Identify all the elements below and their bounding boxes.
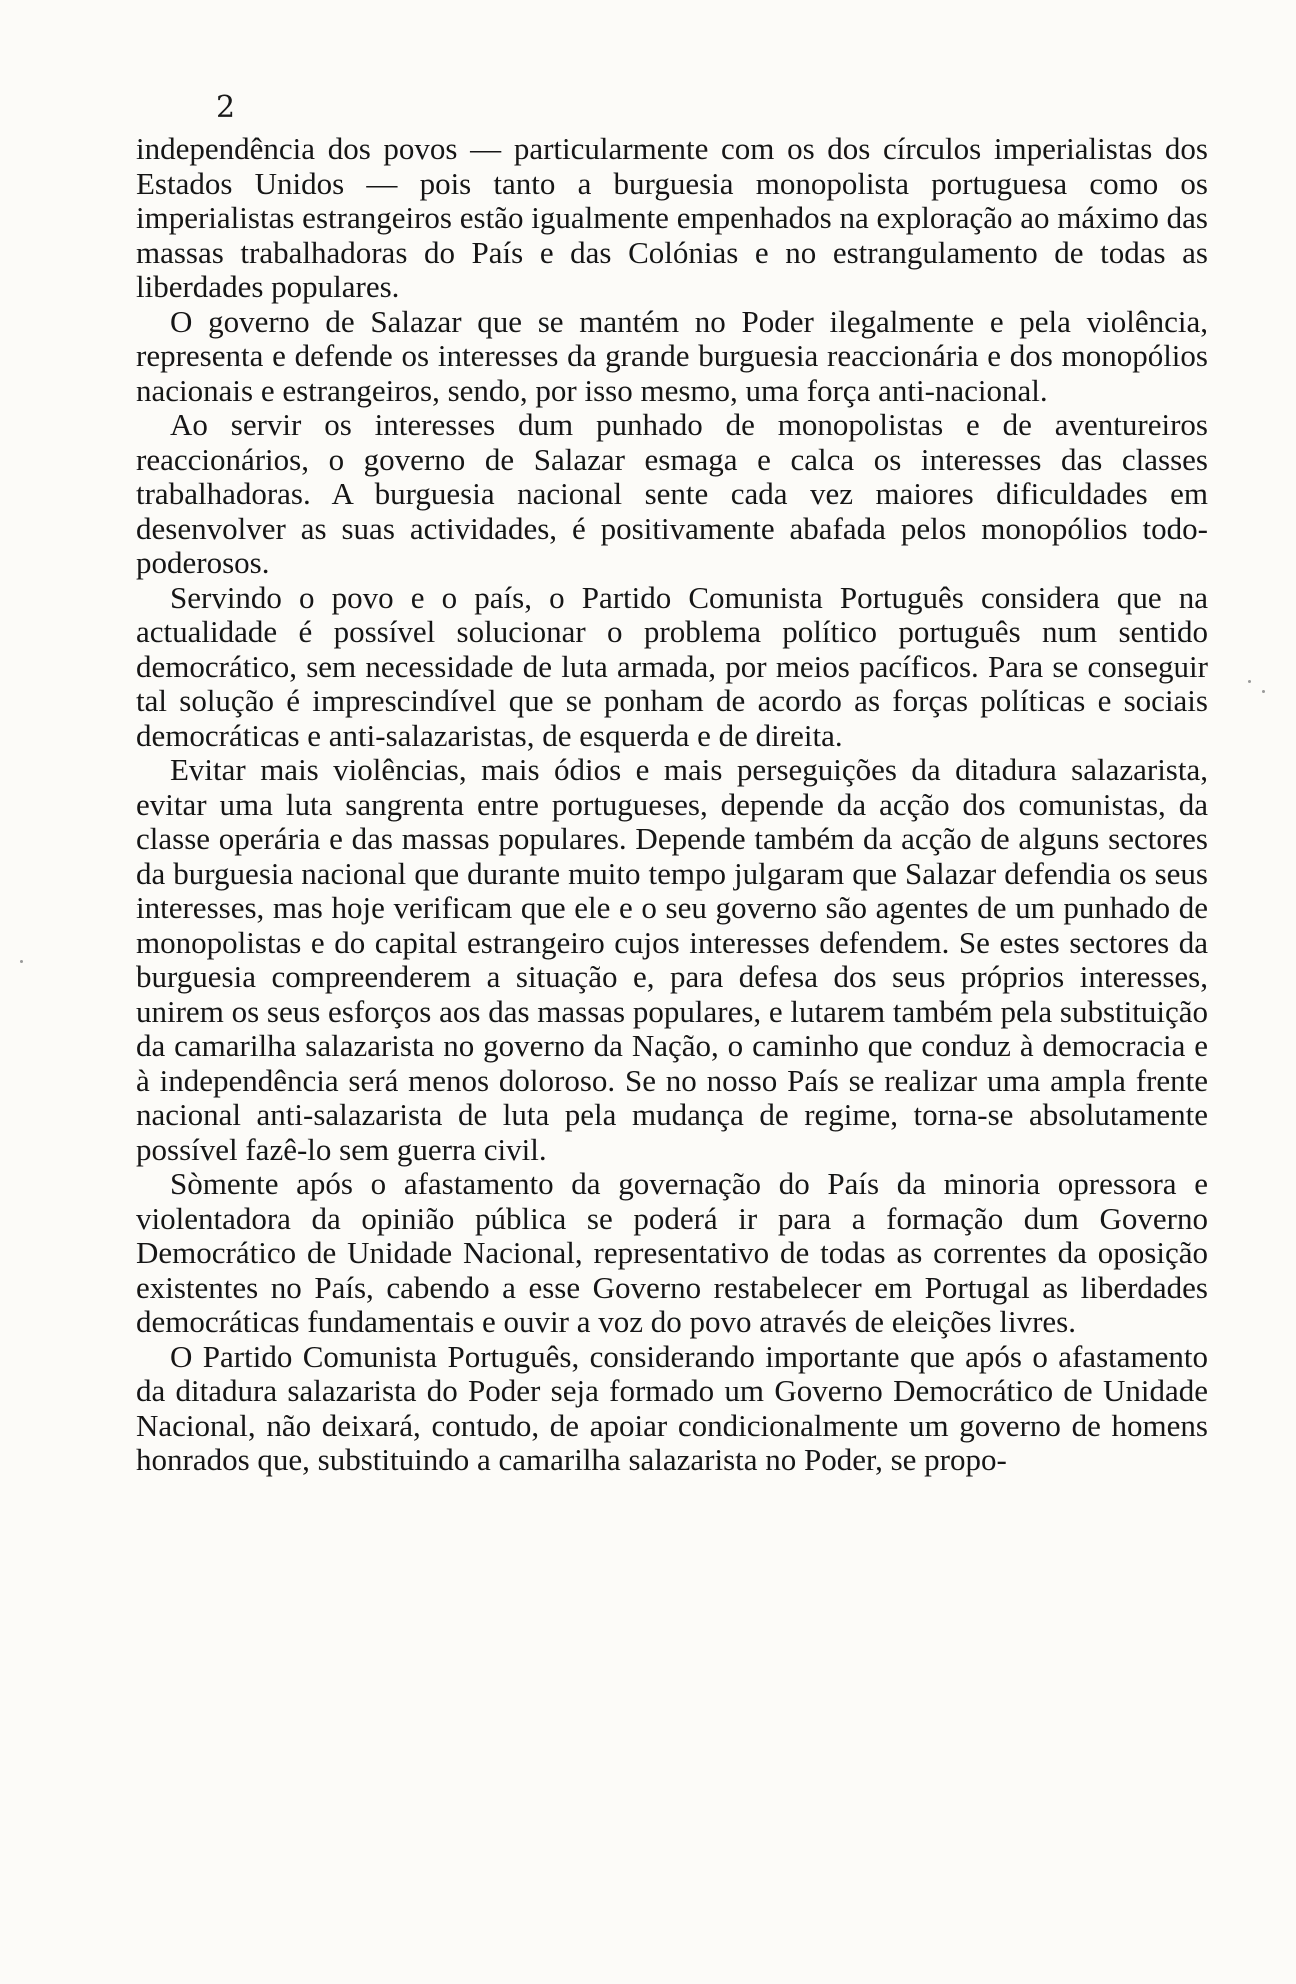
paragraph: Servindo o povo e o país, o Partido Comunista Português considera que na actualidade é possível solucionar o problema político português num sentido democrático, sem necessidade de luta armada, por meios pacíficos. Para se conseguir tal solução é imprescindível que se ponham de acordo as forças políticas e sociais democráticas e anti-salazaristas, de esquerda e de direita. — [136, 579, 1208, 753]
page-number: 2 — [216, 90, 236, 125]
paragraph: O Partido Comunista Português, considerando importante que após o afastamento da ditadura salazarista do Poder seja formado um Governo Democrático de Unidade Nacional, não deixará, contudo, de apoiar condicionalmente um governo de homens honrados que, substituindo a camarilha salazarista no Poder, se propo- — [136, 1338, 1208, 1477]
paragraph: Ao servir os interesses dum punhado de monopolistas e de aventureiros reaccionários, o governo de Salazar esmaga e calca os interesses das classes trabalhadoras. A burguesia nacional sente cada vez maiores dificuldades em desenvolver as suas actividades, é positivamente abafada pelos monopólios todo-poderosos. — [136, 407, 1208, 580]
paragraph: independência dos povos — particularmente com os dos círculos imperialistas dos Estados Unidos — pois tanto a burguesia monopolista portuguesa como os imperialistas estrangeiros estão igualmente empenhados na exploração ao máximo das massas trabalhadoras do País e das Colónias e no estrangulamento de todas as liberdades populares. — [136, 131, 1208, 304]
paragraph: Sòmente após o afastamento da governação do País da minoria opressora e violentadora da opinião pública se poderá ir para a formação dum Governo Democrático de Unidade Nacional, representativo de todas as correntes da oposição existentes no País, cabendo a esse Governo restabelecer em Portugal as liberdades democráticas fundamentais e ouvir a voz do povo através de eleições livres. — [136, 1166, 1208, 1339]
paragraph: Evitar mais violências, mais ódios e mais perseguições da ditadura salazarista, evitar uma luta sangrenta entre portugueses, depende da acção dos comunistas, da classe operária e das massas populares. Depende também da acção de alguns sectores da burguesia nacional que durante muito tempo julgaram que Salazar defendia os seus interesses, mas hoje verificam que ele e o seu governo são agentes de um punhado de monopolistas e do capital estrangeiro cujos interesses defendem. Se estes sectores da burguesia compreenderem a situação e, para defesa dos seus próprios interesses, unirem os seus esforços aos das massas populares, e lutarem também pela substituição da camarilha salazarista no governo da Nação, o caminho que conduz à democracia e à independência será menos doloroso. Se no nosso País se realizar uma ampla frente nacional anti-salazarista de luta pela mudança de regime, torna-se absolutamente possível fazê-lo sem guerra civil. — [136, 752, 1208, 1167]
paragraph: O governo de Salazar que se mantém no Poder ilegalmente e pela violência, representa e defende os interesses da grande burguesia reaccionária e dos monopólios nacionais e estrangeiros, sendo, por isso mesmo, uma força anti-nacional. — [136, 303, 1208, 408]
body-text — [136, 132, 1208, 1478]
paper-speck — [1262, 690, 1265, 693]
paper-speck — [1248, 680, 1251, 683]
paper-speck — [20, 960, 23, 963]
